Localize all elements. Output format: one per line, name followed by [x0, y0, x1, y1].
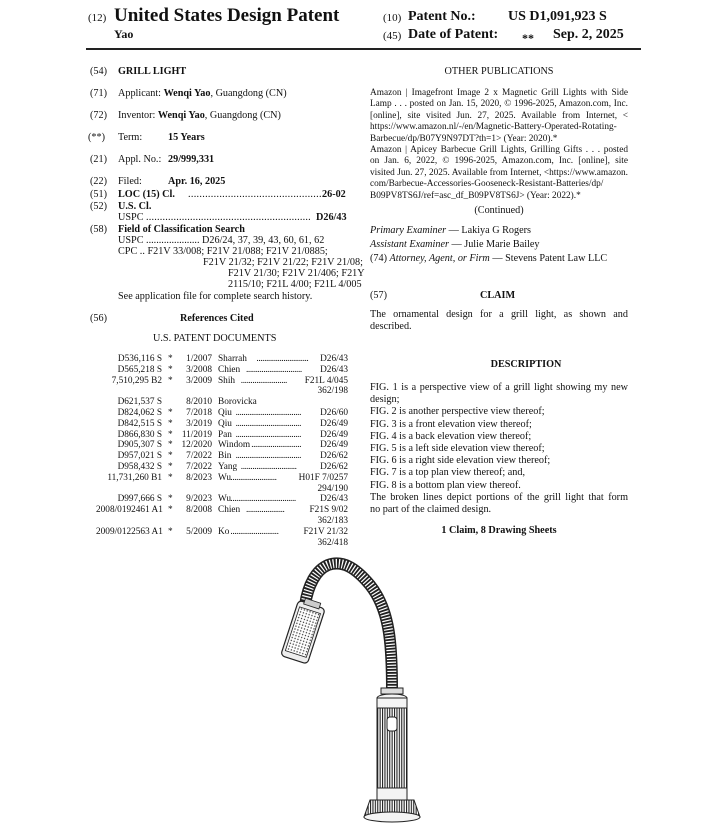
other-publication-line: [online], site visited Jun. 27, 2025. Available from Internet, <	[370, 110, 628, 121]
other-publication-line: on Jan. 6, 2022, © 1996-2025, Amazon.com, Inc. [online], site	[370, 156, 628, 167]
reference-date: 7/2022	[186, 451, 212, 462]
reference-dots: ..................................	[235, 408, 302, 418]
reference-class: F21L 4/045	[304, 375, 348, 386]
patent-no-code: (10)	[383, 12, 402, 24]
reference-dots: .........................	[230, 526, 279, 537]
reference-class: D26/49	[320, 440, 348, 451]
reference-star: *	[168, 440, 173, 451]
field-71-code: (71)	[90, 88, 107, 99]
other-publication-line: B09PV8TS6J/ref=asc_df_B09PV8TS6J> (Year: 2022).*	[370, 190, 581, 201]
description-line: FIG. 1 is a perspective view of a grill light showing my new	[370, 382, 628, 393]
reference-number: 7,510,295 B2	[111, 375, 162, 386]
header-rule	[86, 48, 641, 50]
reference-dots: .............................	[240, 462, 297, 472]
loc-value: 26-02	[322, 189, 346, 200]
appl-no-value: 29/999,331	[168, 154, 215, 165]
reference-name: Shih	[218, 375, 236, 386]
reference-class: D26/43	[320, 354, 348, 364]
field-51-code: (51)	[90, 189, 107, 200]
reference-number: D997,666 S	[117, 494, 162, 505]
reference-name: Qiu	[218, 418, 232, 429]
reference-name: Chien	[218, 364, 241, 375]
date-label: Date of Patent:	[408, 27, 499, 42]
continued-note: (Continued)	[474, 205, 524, 216]
term-value: 15 Years	[168, 132, 205, 143]
reference-dots: ..................................	[235, 418, 302, 429]
applicant-name: Wenqi Yao	[163, 88, 211, 99]
reference-name: Ko	[218, 526, 230, 537]
reference-class: F21V 21/32	[303, 526, 348, 537]
attorney-code: (74)	[370, 253, 387, 264]
uspc-dots: ............................................................	[146, 212, 311, 223]
reference-number: D536,116 S	[117, 354, 162, 364]
reference-class-2: 362/198	[317, 386, 348, 397]
body-bottom-band	[377, 788, 407, 800]
field-search-label: Field of Classification Search	[118, 224, 245, 235]
description-line: The broken lines depict portions of the grill light that form	[370, 491, 628, 503]
primary-examiner-label: Primary Examiner	[370, 225, 447, 236]
reference-dots: ..................................	[235, 451, 302, 462]
reference-star: *	[168, 429, 173, 440]
design-title: GRILL LIGHT	[118, 66, 187, 77]
search-line-1: USPC ..................... D26/24, 37, 39, 43, 60, 61, 62	[118, 235, 325, 246]
reference-star: *	[168, 364, 173, 375]
attorney-line	[370, 253, 607, 265]
reference-class-2: 362/183	[317, 516, 348, 526]
reference-date: 8/2008	[186, 505, 212, 516]
search-line-5: 2115/10; F21L 4/00; F21L 4/005	[228, 279, 362, 290]
reference-name: Wu	[218, 494, 232, 505]
base-bottom	[364, 812, 420, 822]
reference-name: Pan	[218, 429, 232, 440]
reference-name: Bin	[218, 451, 232, 462]
reference-star: *	[168, 451, 173, 462]
other-publication-line: Amazon | Imagefront Image 2 x Magnetic Grill Lights with Side	[370, 88, 628, 98]
reference-number: D905,307 S	[117, 440, 162, 451]
patent-number: US D1,091,923 S	[508, 9, 607, 24]
filed-value: Apr. 16, 2025	[168, 176, 226, 187]
reference-name: Qiu	[218, 408, 232, 418]
patent-no-label: Patent No.:	[408, 9, 476, 24]
power-switch	[387, 717, 397, 731]
reference-number: D957,021 S	[117, 451, 162, 462]
reference-star: *	[168, 354, 173, 364]
reference-name: Windom	[218, 440, 251, 451]
references-label: References Cited	[180, 313, 254, 324]
other-publication-line: Amazon | Apicey Barbecue Grill Lights, Grilling Gifts . . . posted	[370, 145, 628, 155]
kind-code: (12)	[88, 12, 107, 24]
description-line: design;	[370, 394, 400, 406]
claim-line-1: The ornamental design for a grill light, as shown and	[370, 309, 628, 320]
search-line-4: F21V 21/30; F21V 21/406; F21Y	[228, 268, 365, 279]
appl-no-label: Appl. No.:	[118, 154, 162, 165]
reference-date: 7/2022	[186, 462, 212, 472]
description-line: FIG. 2 is another perspective view thereof;	[370, 406, 545, 418]
reference-dots: ..................................	[235, 429, 302, 440]
reference-dots: ...........................	[256, 354, 309, 364]
primary-examiner-name: — Lakiya G Rogers	[446, 225, 531, 236]
applicant-label: Applicant:	[118, 88, 162, 99]
reference-star: *	[168, 505, 173, 516]
reference-dots: ..................................	[230, 494, 296, 505]
reference-dots: .............................	[246, 364, 302, 375]
field-54-code: (54)	[90, 66, 107, 77]
reference-date: 5/2009	[186, 526, 212, 537]
reference-star: *	[168, 494, 173, 505]
reference-number: D621,537 S	[117, 397, 162, 408]
other-publication-line: com/Barbecue-Accessories-Gooseneck-Resistant-Batteries/dp/	[370, 179, 604, 190]
reference-date: 3/2008	[186, 364, 212, 375]
applicant-location: , Guangdong (CN)	[210, 88, 287, 99]
description-line: FIG. 7 is a top plan view thereof; and,	[370, 467, 526, 479]
search-note: See application file for complete search history.	[118, 291, 313, 302]
reference-number: D824,062 S	[117, 408, 162, 418]
inventor-label: Inventor:	[118, 110, 156, 121]
inventor-name: Wenqi Yao	[157, 110, 205, 121]
other-publication-line: visited Jun. 27, 2025. Available from Internet, <https://www.amazon.	[370, 167, 628, 178]
description-line: FIG. 3 is a front elevation view thereof;	[370, 418, 532, 430]
us-cl-label: U.S. Cl.	[118, 201, 152, 212]
attorney-name: — Stevens Patent Law LLC	[489, 253, 608, 264]
claim-line-2: described.	[370, 321, 412, 332]
reference-date: 7/2018	[186, 408, 212, 418]
loc-label: LOC (15) Cl.	[118, 189, 175, 200]
other-publication-line: https://www.amazon.nl/-/en/Magnetic-Battery-Operated-Rotating-	[370, 122, 617, 133]
reference-class: F21S 9/02	[309, 505, 348, 516]
reference-star: *	[168, 472, 173, 483]
field-58-code: (58)	[90, 224, 107, 235]
reference-star: *	[168, 462, 173, 472]
field-22-code: (22)	[90, 176, 107, 187]
reference-class: D26/49	[320, 418, 348, 429]
reference-number: 2008/0192461 A1	[96, 505, 163, 516]
reference-class: D26/60	[320, 408, 348, 418]
inventor-line	[118, 110, 281, 122]
body-top-band	[377, 698, 407, 708]
reference-name: Sharrah	[218, 354, 247, 364]
reference-class: D26/49	[320, 429, 348, 440]
reference-star: *	[168, 375, 173, 386]
neck-collar	[381, 688, 403, 694]
other-publication-line: Lamp . . . posted on Jan. 15, 2020, © 1996-2025, Amazon.com, Inc.	[370, 99, 628, 110]
reference-class-2: 362/418	[317, 537, 348, 548]
primary-examiner	[370, 225, 531, 237]
grill-light-drawing	[250, 555, 490, 835]
description-line: FIG. 6 is a right side elevation view thereof;	[370, 455, 551, 467]
claim-code: (57)	[370, 290, 387, 301]
other-publications-title: OTHER PUBLICATIONS	[444, 66, 554, 77]
search-line-3: F21V 21/32; F21V 21/22; F21V 21/08;	[203, 257, 363, 268]
date-code: (45)	[383, 30, 402, 42]
reference-number: D565,218 S	[117, 364, 162, 375]
reference-name: Borovicka	[218, 397, 257, 408]
inventor-location: , Guangdong (CN)	[204, 110, 281, 121]
search-line-2: CPC .. F21V 33/008; F21V 21/088; F21V 21/0885;	[118, 246, 328, 257]
description-line: no part of the claimed design.	[370, 504, 492, 515]
reference-class: D26/43	[320, 494, 348, 505]
reference-date: 11/2019	[181, 429, 212, 440]
claim-title: CLAIM	[480, 290, 516, 301]
field-52-code: (52)	[90, 201, 107, 212]
reference-date: 8/2023	[186, 472, 212, 483]
term-code: (**)	[88, 132, 105, 143]
field-56-code: (56)	[90, 313, 107, 324]
date-stars: **	[522, 31, 534, 45]
field-21-code: (21)	[90, 154, 107, 165]
loc-dots: ................................................	[188, 189, 325, 200]
reference-star: *	[168, 526, 173, 537]
reference-dots: ........................	[240, 375, 287, 386]
reference-star: *	[168, 418, 173, 429]
reference-class: D26/62	[320, 451, 348, 462]
assistant-examiner-label: Assistant Examiner	[370, 239, 449, 250]
reference-class: D26/43	[320, 364, 348, 375]
document-title: United States Design Patent	[114, 5, 340, 26]
filed-label: Filed:	[118, 176, 142, 187]
reference-name: Wu	[218, 472, 232, 483]
description-title: DESCRIPTION	[490, 359, 562, 370]
applicant-line	[118, 88, 287, 100]
reference-date: 3/2009	[186, 375, 212, 386]
us-docs-label: U.S. PATENT DOCUMENTS	[153, 333, 277, 344]
reference-number: D866,830 S	[117, 429, 162, 440]
field-72-code: (72)	[90, 110, 107, 121]
reference-dots: ..........................	[251, 440, 302, 451]
reference-dots: ....................	[246, 505, 285, 516]
reference-number: 2009/0122563 A1	[96, 526, 163, 537]
reference-date: 12/2020	[181, 440, 212, 451]
other-publication-line: Barbecue/dp/B07Y9N97DT?th=1> (Year: 2020).*	[370, 133, 558, 144]
reference-class-2: 294/190	[317, 483, 348, 494]
attorney-label: Attorney, Agent, or Firm	[389, 253, 490, 264]
reference-name: Chien	[218, 505, 241, 516]
reference-date: 8/2010	[186, 397, 212, 408]
reference-number: D958,432 S	[117, 462, 162, 472]
description-line: FIG. 4 is a back elevation view thereof;	[370, 430, 532, 442]
reference-star: *	[168, 408, 173, 418]
patent-date: Sep. 2, 2025	[553, 27, 624, 42]
reference-date: 1/2007	[186, 354, 212, 364]
assistant-examiner	[370, 239, 540, 251]
reference-date: 9/2023	[186, 494, 212, 505]
term-label: Term:	[118, 132, 143, 143]
uspc-value: D26/43	[316, 212, 347, 223]
assistant-examiner-name: — Julie Marie Bailey	[448, 239, 540, 250]
lamp-head	[281, 596, 327, 664]
reference-class: H01F 7/0257	[298, 472, 348, 483]
uspc-label: USPC	[118, 212, 144, 223]
claims-sheets-summary: 1 Claim, 8 Drawing Sheets	[441, 525, 557, 536]
reference-number: D842,515 S	[117, 418, 162, 429]
inventor-short: Yao	[114, 27, 134, 41]
description-line: FIG. 8 is a bottom plan view thereof.	[370, 479, 521, 491]
reference-dots: ........................	[230, 472, 277, 483]
description-line: FIG. 5 is a left side elevation view thereof;	[370, 443, 545, 454]
reference-number: 11,731,260 B1	[107, 472, 162, 483]
reference-date: 3/2019	[186, 418, 212, 429]
reference-class: D26/62	[320, 462, 348, 472]
reference-name: Yang	[218, 462, 238, 472]
